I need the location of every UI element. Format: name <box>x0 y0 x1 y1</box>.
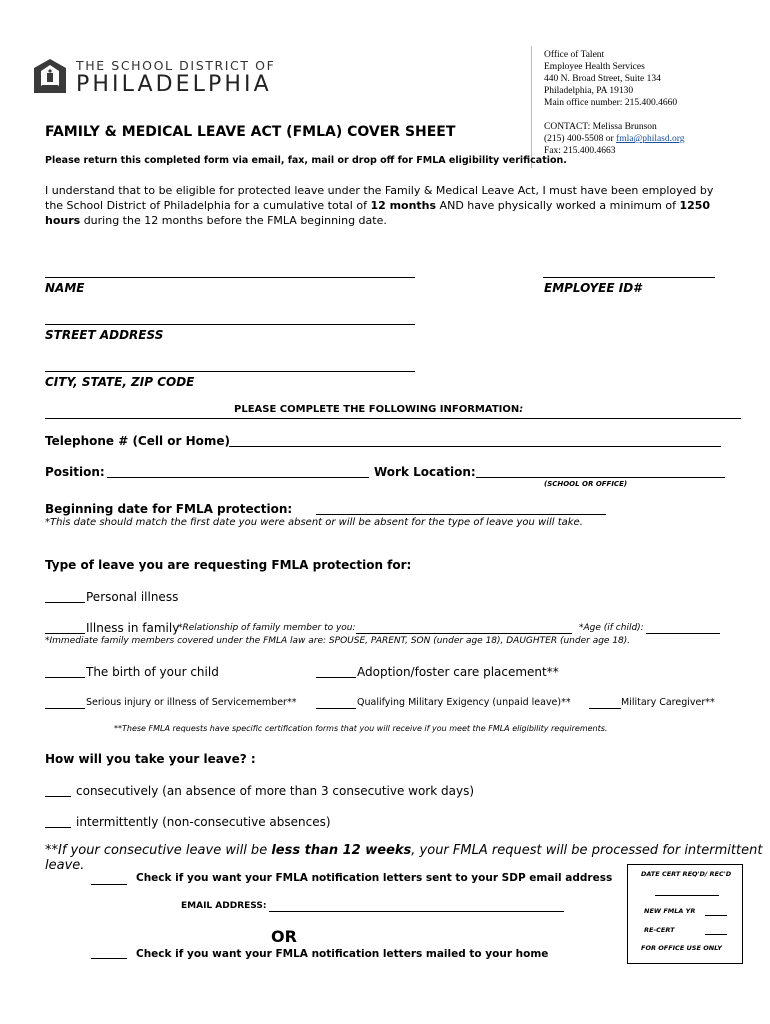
office-line: Office of Talent <box>544 50 605 60</box>
consecutive-checkbox[interactable] <box>45 796 71 797</box>
position-field[interactable] <box>107 477 369 478</box>
mail-notify-checkbox[interactable] <box>91 958 127 959</box>
consecutive-label: consecutively (an absence of more than 3 consecutive work days) <box>76 784 475 798</box>
office-use-only-label: FOR OFFICE USE ONLY <box>641 944 722 952</box>
street-address-field[interactable] <box>45 324 415 325</box>
city-state-zip-field[interactable] <box>45 371 415 372</box>
intro-months: 12 months <box>370 199 437 212</box>
leave-type-heading: Type of leave you are requesting FMLA protection for: <box>45 558 412 572</box>
section-rule <box>45 418 741 419</box>
adoption-label: Adoption/foster care placement** <box>357 665 559 679</box>
logo-line-2: PHILADELPHIA <box>76 72 272 97</box>
email-address-label: EMAIL ADDRESS: <box>181 901 267 911</box>
intro-text-1: I understand that to be eligible for protected leave under the Family & Medical Leave Act, I must have been employed by the School District of Philadelphia for a cumulative total of <box>45 184 714 212</box>
name-field[interactable] <box>45 277 415 278</box>
birth-of-child-label: The birth of your child <box>86 665 219 679</box>
intro-hours: 1250 hours <box>45 199 711 227</box>
certification-note: **These FMLA requests have specific certification forms that you will receive if you meet the FMLA eligibility requirements. <box>114 724 608 733</box>
office-line: 440 N. Broad Street, Suite 134 <box>544 74 661 84</box>
date-cert-field[interactable] <box>655 895 719 896</box>
mail-notify-label: Check if you want your FMLA notification letters mailed to your home <box>136 948 549 960</box>
telephone-field[interactable] <box>229 446 721 447</box>
beginning-date-note: *This date should match the first date you were absent or will be absent for the type of leave you will take. <box>45 517 583 528</box>
email-notify-checkbox[interactable] <box>91 884 127 885</box>
child-age-field[interactable] <box>646 633 720 634</box>
city-state-zip-label: CITY, STATE, ZIP CODE <box>45 375 195 389</box>
personal-illness-label: Personal illness <box>86 590 179 604</box>
relationship-label: *Relationship of family member to you: <box>178 623 356 633</box>
intro-text-3: during the 12 months before the FMLA beginning date. <box>80 214 387 227</box>
servicemember-label: Serious injury or illness of Servicemember** <box>86 697 297 708</box>
contact-phone <box>544 133 685 145</box>
employee-id-field[interactable] <box>543 277 715 278</box>
how-leave-heading: How will you take your leave? : <box>45 752 256 766</box>
office-address-block <box>544 49 677 109</box>
beginning-date-field[interactable] <box>316 514 606 515</box>
new-fmla-year-label: NEW FMLA YR <box>644 907 696 915</box>
work-location-label: Work Location: <box>374 465 476 479</box>
intermittent-checkbox[interactable] <box>45 827 71 828</box>
personal-illness-checkbox[interactable] <box>45 602 85 603</box>
office-line: Employee Health Services <box>544 62 645 72</box>
military-caregiver-checkbox[interactable] <box>589 708 621 709</box>
position-label: Position: <box>45 465 105 479</box>
complete-info-heading <box>234 404 523 415</box>
recert-field[interactable] <box>705 934 727 935</box>
complete-info-colon: : <box>519 404 524 415</box>
beginning-date-label: Beginning date for FMLA protection: <box>45 502 293 516</box>
servicemember-checkbox[interactable] <box>45 708 85 709</box>
work-location-field[interactable] <box>476 477 725 478</box>
birth-of-child-checkbox[interactable] <box>45 677 85 678</box>
family-illness-label: Illness in family <box>86 621 180 635</box>
logo-line-1: THE SCHOOL DISTRICT OF <box>76 58 276 73</box>
military-exigency-label: Qualifying Military Exigency (unpaid leave)** <box>357 697 571 708</box>
office-contact-block <box>544 121 685 157</box>
child-age-label: *Age (if child): <box>579 623 644 633</box>
recert-label: RE-CERT <box>644 926 675 934</box>
office-line: Philadelphia, PA 19130 <box>544 86 634 96</box>
family-illness-checkbox[interactable] <box>45 633 85 634</box>
school-office-note: (SCHOOL OR OFFICE) <box>544 480 628 488</box>
intro-text-2: AND have physically worked a minimum of <box>436 199 680 212</box>
contact-phone-text: (215) 400-5508 or <box>544 134 617 144</box>
office-line: Main office number: 215.400.4660 <box>544 98 678 108</box>
email-notify-label: Check if you want your FMLA notification letters sent to your SDP email address <box>136 872 613 884</box>
page-title: FAMILY & MEDICAL LEAVE ACT (FMLA) COVER SHEET <box>45 124 456 140</box>
contact-email-link[interactable]: fmla@philasd.org <box>616 134 685 144</box>
contact-fax: Fax: 215.400.4663 <box>544 146 616 156</box>
eligibility-statement <box>45 183 720 228</box>
or-divider: OR <box>271 927 297 946</box>
warning-text-2: , your FMLA request will be processed for intermittent leave. <box>45 843 763 873</box>
new-fmla-year-field[interactable] <box>705 915 727 916</box>
page-subtitle: Please return this completed form via email, fax, mail or drop off for FMLA eligibility verification. <box>45 155 567 166</box>
adoption-checkbox[interactable] <box>316 677 356 678</box>
immediate-family-note: *Immediate family members covered under the FMLA law are: SPOUSE, PARENT, SON (under age 18), DAUGHTER (under age 18). <box>45 636 631 646</box>
employee-id-label: EMPLOYEE ID# <box>544 281 642 295</box>
military-caregiver-label: Military Caregiver** <box>621 697 715 708</box>
telephone-label: Telephone # (Cell or Home) <box>45 434 231 448</box>
header-divider <box>531 46 532 168</box>
intermittent-label: intermittently (non-consecutive absences) <box>76 815 331 829</box>
date-cert-label: DATE CERT REQ'D/ REC'D <box>641 870 732 878</box>
contact-name: CONTACT: Melissa Brunson <box>544 122 657 132</box>
complete-info-text: PLEASE COMPLETE THE FOLLOWING INFORMATION <box>234 404 520 415</box>
military-exigency-checkbox[interactable] <box>316 708 356 709</box>
warning-text-1: **If your consecutive leave will be <box>45 843 272 858</box>
warning-bold: less than 12 weeks <box>271 843 412 858</box>
relationship-field[interactable] <box>356 633 572 634</box>
email-address-field[interactable] <box>269 911 564 912</box>
name-label: NAME <box>45 281 85 295</box>
street-address-label: STREET ADDRESS <box>45 328 164 342</box>
school-bell-icon <box>33 58 67 94</box>
